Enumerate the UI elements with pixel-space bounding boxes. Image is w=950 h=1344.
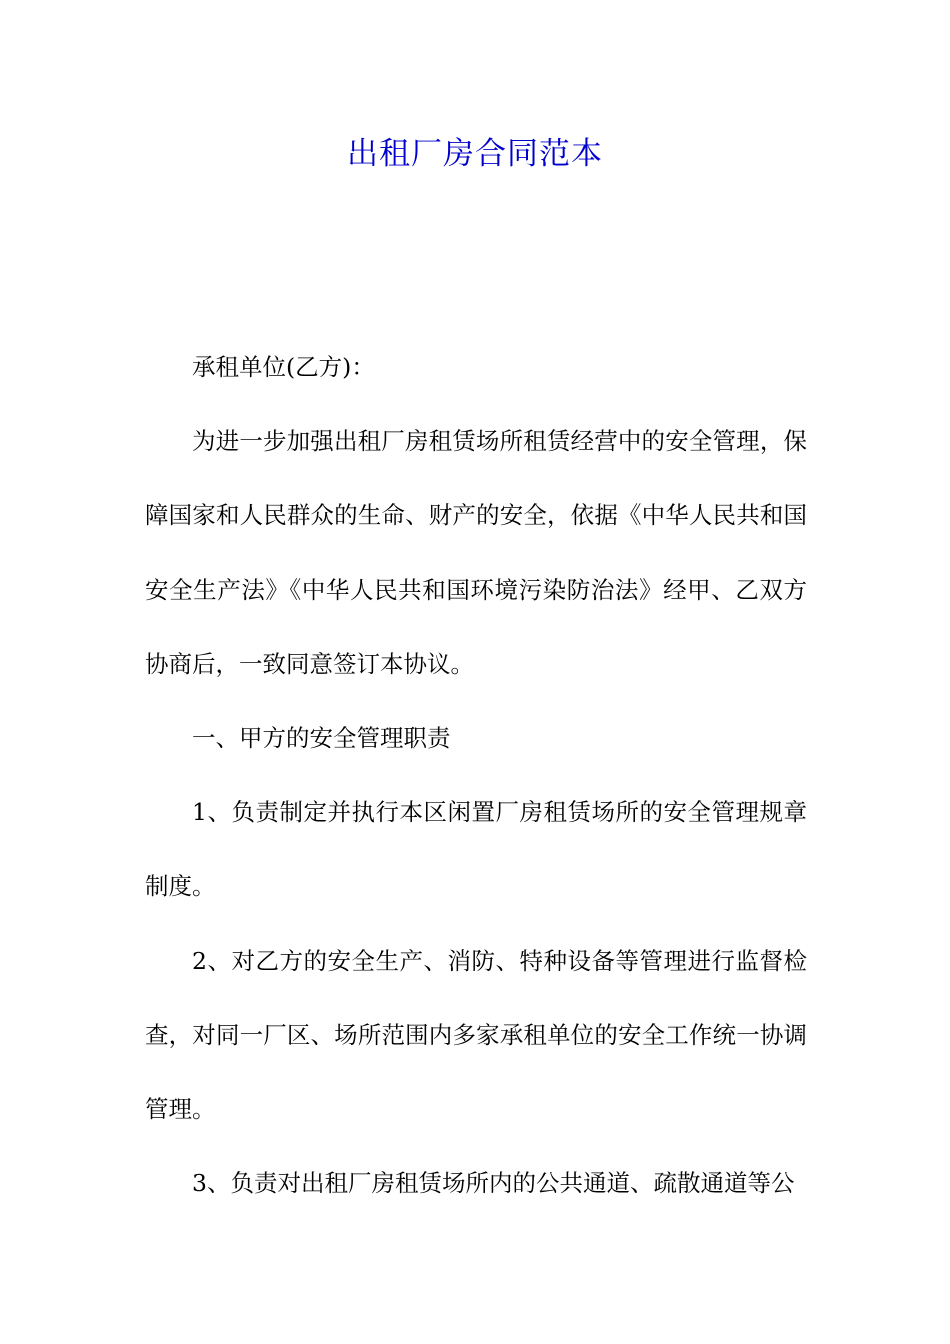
paragraph-lessee: 承租单位(乙方)：: [192, 353, 375, 381]
paragraph-preamble: 为进一步加强出租厂房租赁场所租赁经营中的安全管理，保障国家和人民群众的生命、财产的安全，依据《中华人民共和国安全生产法》《中华人民共和国环境污染防治法》经甲、乙双方协商后，一致同意签订本协议。: [145, 427, 807, 678]
document-body: [145, 330, 807, 1220]
paragraph-clause-3: 3、负责对出租厂房租赁场所内的公共通道、疏散通道等公: [192, 1169, 795, 1198]
document-title: 出租厂房合同范本: [347, 136, 603, 172]
section-heading-party-a-duties: 一、甲方的安全管理职责: [192, 724, 451, 753]
paragraph-clause-2: 2、对乙方的安全生产、消防、特种设备等管理进行监督检查，对同一厂区、场所范围内多家承租单位的安全工作统一协调管理。: [145, 946, 807, 1124]
paragraph-clause-1: 1、负责制定并执行本区闲置厂房租赁场所的安全管理规章制度。: [145, 798, 807, 901]
